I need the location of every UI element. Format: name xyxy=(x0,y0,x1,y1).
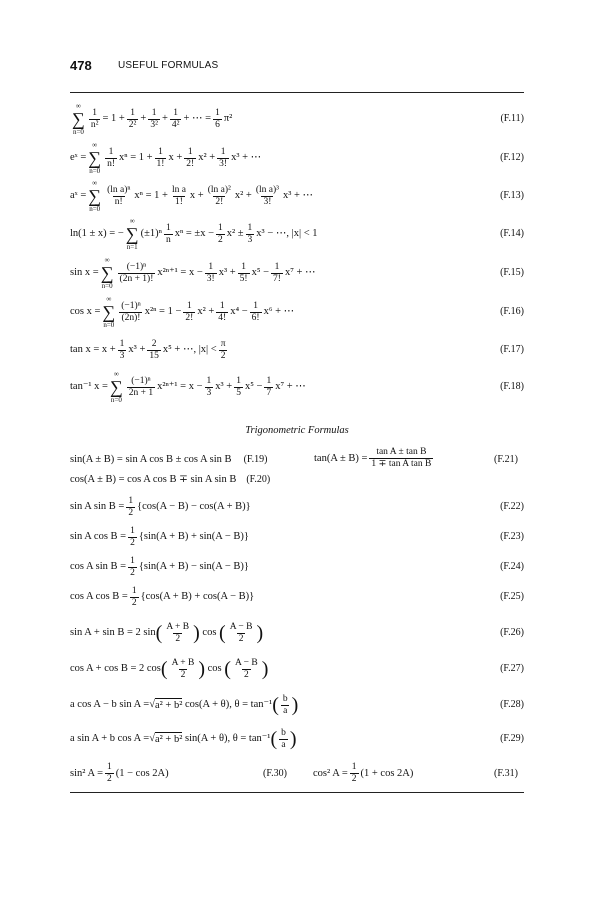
equation-F29 xyxy=(70,721,524,757)
equation-lhs: eˣ = xyxy=(70,152,87,163)
numerator: 1 xyxy=(187,146,193,157)
numerator: (ln a)ⁿ xyxy=(107,184,131,195)
equation-F15 xyxy=(70,254,524,292)
sum-upper-limit: ∞ xyxy=(92,141,98,149)
summation xyxy=(72,102,85,136)
term: + xyxy=(140,113,147,124)
denominator: 1 ∓ tan A tan B xyxy=(371,458,432,469)
fraction xyxy=(238,262,250,285)
term: + xyxy=(161,113,168,124)
fraction xyxy=(228,622,255,645)
equation-F21 xyxy=(314,440,435,476)
numerator: A − B xyxy=(234,657,258,668)
equation-number: (F.23) xyxy=(500,531,524,542)
equation-F21-number-wrap xyxy=(494,446,518,472)
fraction xyxy=(118,262,156,285)
numerator: 1 xyxy=(215,107,220,118)
paren-open: ( xyxy=(155,622,163,644)
numerator: A − B xyxy=(229,621,253,632)
sum-upper-limit: ∞ xyxy=(106,295,112,303)
equation-F20 xyxy=(70,471,270,487)
term: x²ⁿ⁺¹ = x − xyxy=(157,381,203,392)
equation-number: (F.12) xyxy=(500,152,524,163)
summation xyxy=(101,256,114,290)
denominator: 2! xyxy=(215,196,224,207)
equation-lhs: sin A cos B = xyxy=(70,531,127,542)
paren-open: ( xyxy=(219,622,226,644)
sigma-symbol: ∑ xyxy=(109,377,123,397)
equation-number: (F.22) xyxy=(500,501,524,512)
denominator: 4² xyxy=(171,119,180,130)
paren-open: ( xyxy=(270,728,278,750)
equation-mid: cos xyxy=(207,663,222,674)
numerator: (ln a)³ xyxy=(255,184,279,195)
denominator: 6! xyxy=(251,312,260,323)
fraction xyxy=(183,301,195,324)
equation-lhs: cos A cos B = xyxy=(70,591,128,602)
numerator: 1 xyxy=(236,375,241,386)
numerator: tan A ± tan B xyxy=(376,446,427,457)
numerator: 1 xyxy=(206,375,212,386)
denominator: 2 xyxy=(107,773,112,784)
equation-F18 xyxy=(70,368,524,406)
numerator: 1 xyxy=(108,146,114,157)
equation-F30-number-wrap xyxy=(263,757,287,789)
numerator: 1 xyxy=(158,146,163,157)
paren-close: ) xyxy=(198,658,206,680)
sum-lower-limit: n=0 xyxy=(72,128,84,136)
sum-lower-limit: n=1 xyxy=(126,243,138,251)
fraction xyxy=(119,301,142,324)
numerator: (−1)ⁿ xyxy=(126,261,147,272)
equation-number: (F.14) xyxy=(500,228,524,239)
term: x³ + xyxy=(218,267,236,278)
equation-lhs: sin² A = xyxy=(70,767,103,779)
denominator: 2 xyxy=(131,597,137,608)
numerator: ln a xyxy=(171,184,186,195)
numerator: A + B xyxy=(171,657,195,668)
summation xyxy=(110,370,123,404)
term: x²ⁿ = 1 − xyxy=(144,306,182,317)
denominator: 4! xyxy=(218,312,227,323)
numerator: 1 xyxy=(220,146,226,157)
equation-number: (F.31) xyxy=(494,767,518,779)
numerator: 2 xyxy=(151,338,157,349)
term: x⁷ + ⋯ xyxy=(275,381,306,392)
term: x²ⁿ⁺¹ = x − xyxy=(157,267,203,278)
fraction xyxy=(205,376,214,399)
denominator: n! xyxy=(107,158,116,169)
sigma-symbol: ∑ xyxy=(100,263,114,283)
fraction xyxy=(350,762,359,785)
equation-lhs: cos A sin B = xyxy=(70,561,127,572)
denominator: (2n)! xyxy=(121,312,141,323)
equation-text: cos(A ± B) = cos A cos B ∓ sin A sin B xyxy=(70,474,237,485)
fraction xyxy=(206,185,233,208)
denominator: (2n + 1)! xyxy=(119,273,154,284)
fraction xyxy=(147,339,161,362)
numerator: 1 xyxy=(218,222,223,233)
equation-text: sin(A ± B) = sin A cos B ± cos A sin B xyxy=(70,453,232,465)
sigma-symbol: ∑ xyxy=(102,302,116,322)
denominator: 3 xyxy=(247,234,253,245)
fraction xyxy=(184,147,196,170)
paren-open: ( xyxy=(272,694,279,716)
equation-number: (F.15) xyxy=(500,267,524,278)
equation-F24 xyxy=(70,553,524,581)
fraction xyxy=(130,586,139,609)
fraction xyxy=(281,694,290,717)
denominator: 3 xyxy=(206,387,212,398)
term: x⁵ − xyxy=(251,267,270,278)
numerator: 1 xyxy=(119,338,125,349)
equation-F12 xyxy=(70,139,524,177)
fraction xyxy=(254,185,281,208)
equation-F22 xyxy=(70,493,524,521)
denominator: 2 xyxy=(220,350,226,361)
equation-F28 xyxy=(70,687,524,723)
equation-mid: cos xyxy=(202,627,217,638)
equation-number: (F.24) xyxy=(500,561,524,572)
equation-lhs: cos A + cos B = 2 cos xyxy=(70,663,161,674)
sqrt-sign: √ xyxy=(149,733,155,744)
equation-rhs: {cos(A + B) + cos(A − B)} xyxy=(140,591,255,602)
summation xyxy=(102,295,115,329)
denominator: a xyxy=(283,705,288,716)
denominator: 2 xyxy=(351,773,357,784)
term: x⁶ + ⋯ xyxy=(263,306,295,317)
term: = 1 + xyxy=(102,113,125,124)
fraction xyxy=(126,496,135,519)
sum-lower-limit: n=0 xyxy=(101,282,113,290)
equation-F19 xyxy=(70,446,267,472)
equation-number: (F.28) xyxy=(500,699,524,710)
term: x⁷ + ⋯ xyxy=(284,267,316,278)
term: π² xyxy=(223,113,233,124)
denominator: 2 xyxy=(130,537,135,548)
equation-number: (F.30) xyxy=(263,767,287,779)
term: x + xyxy=(168,152,183,163)
equation-number: (F.17) xyxy=(500,344,524,355)
term: (±1)ⁿ xyxy=(140,228,162,239)
fraction xyxy=(105,147,117,170)
equation-number: (F.11) xyxy=(500,113,524,124)
equation-lhs: a sin A + b cos A = xyxy=(70,733,150,744)
paren-close: ) xyxy=(291,694,299,716)
denominator: 3! xyxy=(206,273,215,284)
denominator: 2 xyxy=(128,507,134,518)
denominator: n² xyxy=(90,119,99,130)
numerator: 1 xyxy=(208,261,214,272)
numerator: 1 xyxy=(130,525,135,536)
equation-rhs: {cos(A − B) − cos(A + B)} xyxy=(137,501,251,512)
fraction xyxy=(148,108,160,131)
equation-rhs: {sin(A + B) − sin(A − B)} xyxy=(138,561,249,572)
equation-number: (F.26) xyxy=(500,627,524,638)
sum-upper-limit: ∞ xyxy=(75,102,81,110)
fraction xyxy=(271,262,283,285)
equation-lhs: aˣ = xyxy=(70,190,87,201)
fraction xyxy=(170,658,197,681)
numerator: 1 xyxy=(247,222,253,233)
term: x³ + ⋯ xyxy=(282,190,314,201)
paren-close: ) xyxy=(256,622,264,644)
denominator: a xyxy=(281,739,286,750)
equation-rhs: (1 + cos 2A) xyxy=(360,767,414,779)
denominator: n! xyxy=(114,196,123,207)
fraction xyxy=(105,185,132,208)
denominator: 3! xyxy=(263,196,272,207)
sigma-symbol: ∑ xyxy=(72,109,85,129)
fraction xyxy=(128,556,137,579)
equation-lhs: tan x = x + xyxy=(70,344,116,355)
numerator: 1 xyxy=(151,107,157,118)
denominator: 3² xyxy=(150,119,158,130)
denominator: 2 xyxy=(238,633,244,644)
numerator: (ln a)² xyxy=(207,184,231,195)
denominator: 3 xyxy=(119,350,125,361)
equation-number: (F.13) xyxy=(500,190,524,201)
equation-F13 xyxy=(70,177,524,215)
term: x² + xyxy=(197,306,215,317)
equation-F26 xyxy=(70,615,524,651)
fraction xyxy=(127,108,139,131)
numerator: 1 xyxy=(186,300,192,311)
fraction xyxy=(128,526,137,549)
denominator: 2 xyxy=(180,669,186,680)
denominator: 2 xyxy=(243,669,249,680)
denominator: 15 xyxy=(149,350,159,361)
denominator: 3! xyxy=(219,158,228,169)
summation xyxy=(88,179,101,213)
radicand: a² + b² xyxy=(155,733,183,745)
denominator: 7 xyxy=(266,387,272,398)
numerator: 1 xyxy=(130,107,135,118)
sigma-symbol: ∑ xyxy=(88,148,102,168)
equation-lhs: sin A sin B = xyxy=(70,501,125,512)
denominator: 2² xyxy=(128,119,137,130)
equation-number: (F.16) xyxy=(500,306,524,317)
term: x² + xyxy=(198,152,216,163)
numerator: 1 xyxy=(266,375,272,386)
denominator: 5! xyxy=(239,273,248,284)
paren-close: ) xyxy=(289,728,297,750)
top-rule xyxy=(70,92,524,93)
equation-lhs: cos x = xyxy=(70,306,101,317)
fraction xyxy=(170,185,188,208)
equation-F25 xyxy=(70,583,524,611)
denominator: 5 xyxy=(236,387,241,398)
sum-lower-limit: n=0 xyxy=(110,396,122,404)
denominator: 1! xyxy=(174,196,183,207)
fraction xyxy=(89,108,101,131)
equation-number: (F.21) xyxy=(494,453,518,465)
term: xⁿ = ±x − xyxy=(174,228,214,239)
summation xyxy=(88,141,101,175)
equation-F17 xyxy=(70,331,524,369)
equation-number: (F.19) xyxy=(243,453,268,465)
equation-number: (F.27) xyxy=(500,663,524,674)
numerator: 1 xyxy=(130,555,135,566)
summation xyxy=(126,217,139,251)
equation-lhs: ln(1 ± x) = − xyxy=(70,228,124,239)
fraction xyxy=(127,376,155,399)
equation-rhs: {sin(A + B) + sin(A − B)} xyxy=(138,531,249,542)
denominator: 2! xyxy=(186,158,195,169)
equation-F14 xyxy=(70,215,524,253)
fraction xyxy=(213,108,222,131)
equation-rhs: (1 − cos 2A) xyxy=(115,767,169,779)
equation-lhs: sin x = xyxy=(70,267,99,278)
denominator: 6 xyxy=(215,119,220,130)
fraction xyxy=(170,108,182,131)
numerator: A + B xyxy=(166,621,190,632)
equation-lhs: cos² A = xyxy=(313,767,348,779)
term: x⁵ + ⋯, |x| < xyxy=(162,344,217,355)
equation-lhs: tan⁻¹ x = xyxy=(70,381,108,392)
numerator: 1 xyxy=(351,761,357,772)
sum-upper-limit: ∞ xyxy=(129,217,135,225)
term: x⁴ − xyxy=(230,306,248,317)
term: x³ − ⋯, |x| < 1 xyxy=(256,228,318,239)
fraction xyxy=(250,301,262,324)
equation-number: (F.25) xyxy=(500,591,524,602)
equation-F30 xyxy=(70,757,169,789)
equation-number: (F.29) xyxy=(500,733,524,744)
numerator: b xyxy=(281,727,286,738)
denominator: n xyxy=(165,234,171,245)
equation-rhs: sin(A + θ), θ = tan⁻¹ xyxy=(185,733,271,744)
equation-lhs: a cos A − b sin A = xyxy=(70,699,150,710)
numerator: 1 xyxy=(274,261,280,272)
equation-F31-number-wrap xyxy=(494,757,518,789)
fraction xyxy=(205,262,217,285)
equation-F23 xyxy=(70,523,524,551)
term: x⁵ − xyxy=(244,381,263,392)
page-number: 478 xyxy=(70,58,92,73)
running-header: USEFUL FORMULAS xyxy=(118,60,219,71)
numerator: 1 xyxy=(128,495,134,506)
equation-F27 xyxy=(70,651,524,687)
term: x³ + ⋯ xyxy=(231,152,262,163)
term: x³ + xyxy=(128,344,146,355)
numerator: (−1)ⁿ xyxy=(131,375,151,386)
denominator: 1! xyxy=(156,158,165,169)
sum-lower-limit: n=0 xyxy=(89,167,101,175)
denominator: 2! xyxy=(185,312,194,323)
sqrt-sign: √ xyxy=(149,699,155,710)
sum-upper-limit: ∞ xyxy=(104,256,110,264)
fraction xyxy=(155,147,167,170)
fraction xyxy=(233,658,260,681)
numerator: 1 xyxy=(165,222,171,233)
denominator: 2 xyxy=(175,633,181,644)
sum-lower-limit: n=0 xyxy=(103,321,115,329)
term: x² + xyxy=(234,190,252,201)
numerator: π xyxy=(220,338,226,349)
term: x³ + xyxy=(215,381,233,392)
equation-F16 xyxy=(70,293,524,331)
equation-F31 xyxy=(313,757,413,789)
bottom-rule xyxy=(70,792,524,793)
fraction xyxy=(246,223,255,246)
fraction xyxy=(164,223,173,246)
term: + ⋯ = xyxy=(183,113,212,124)
sigma-symbol: ∑ xyxy=(125,224,139,244)
term: x² ± xyxy=(226,228,244,239)
numerator: 1 xyxy=(92,107,98,118)
sum-upper-limit: ∞ xyxy=(92,179,98,187)
denominator: 2 xyxy=(130,567,135,578)
equation-F11 xyxy=(70,100,524,138)
paren-close: ) xyxy=(261,658,269,680)
paren-open: ( xyxy=(224,658,231,680)
radicand: a² + b² xyxy=(155,699,183,711)
fraction xyxy=(216,301,228,324)
numerator: 1 xyxy=(253,300,258,311)
sum-lower-limit: n=0 xyxy=(89,205,101,213)
numerator: 1 xyxy=(107,761,112,772)
fraction xyxy=(264,376,273,399)
paren-close: ) xyxy=(193,622,200,644)
term: xⁿ = 1 + xyxy=(119,152,153,163)
fraction xyxy=(219,339,228,362)
numerator: b xyxy=(282,693,288,704)
fraction xyxy=(234,376,243,399)
numerator: (−1)ⁿ xyxy=(121,300,141,311)
sigma-symbol: ∑ xyxy=(88,186,102,206)
denominator: 2 xyxy=(218,234,223,245)
fraction xyxy=(118,339,127,362)
fraction xyxy=(105,762,114,785)
equation-lhs: sin A + sin B = 2 sin xyxy=(70,627,156,638)
fraction xyxy=(369,447,433,470)
fraction xyxy=(216,223,225,246)
section-title: Trigonometric Formulas xyxy=(245,425,349,436)
term: x + xyxy=(189,190,204,201)
numerator: 1 xyxy=(173,107,179,118)
paren-open: ( xyxy=(160,658,168,680)
equation-number: (F.20) xyxy=(246,473,271,485)
numerator: 1 xyxy=(131,585,137,596)
sum-upper-limit: ∞ xyxy=(113,370,119,378)
numerator: 1 xyxy=(219,300,225,311)
denominator: 7! xyxy=(273,273,281,284)
equation-number: (F.18) xyxy=(500,381,524,392)
numerator: 1 xyxy=(241,261,246,272)
term: xⁿ = 1 + xyxy=(134,190,168,201)
equation-lhs: tan(A ± B) = xyxy=(314,452,368,464)
fraction xyxy=(164,622,191,645)
fraction xyxy=(279,728,288,751)
denominator: 2n + 1 xyxy=(128,387,154,398)
equation-rhs: cos(A + θ), θ = tan⁻¹ xyxy=(185,699,273,710)
fraction xyxy=(217,147,229,170)
